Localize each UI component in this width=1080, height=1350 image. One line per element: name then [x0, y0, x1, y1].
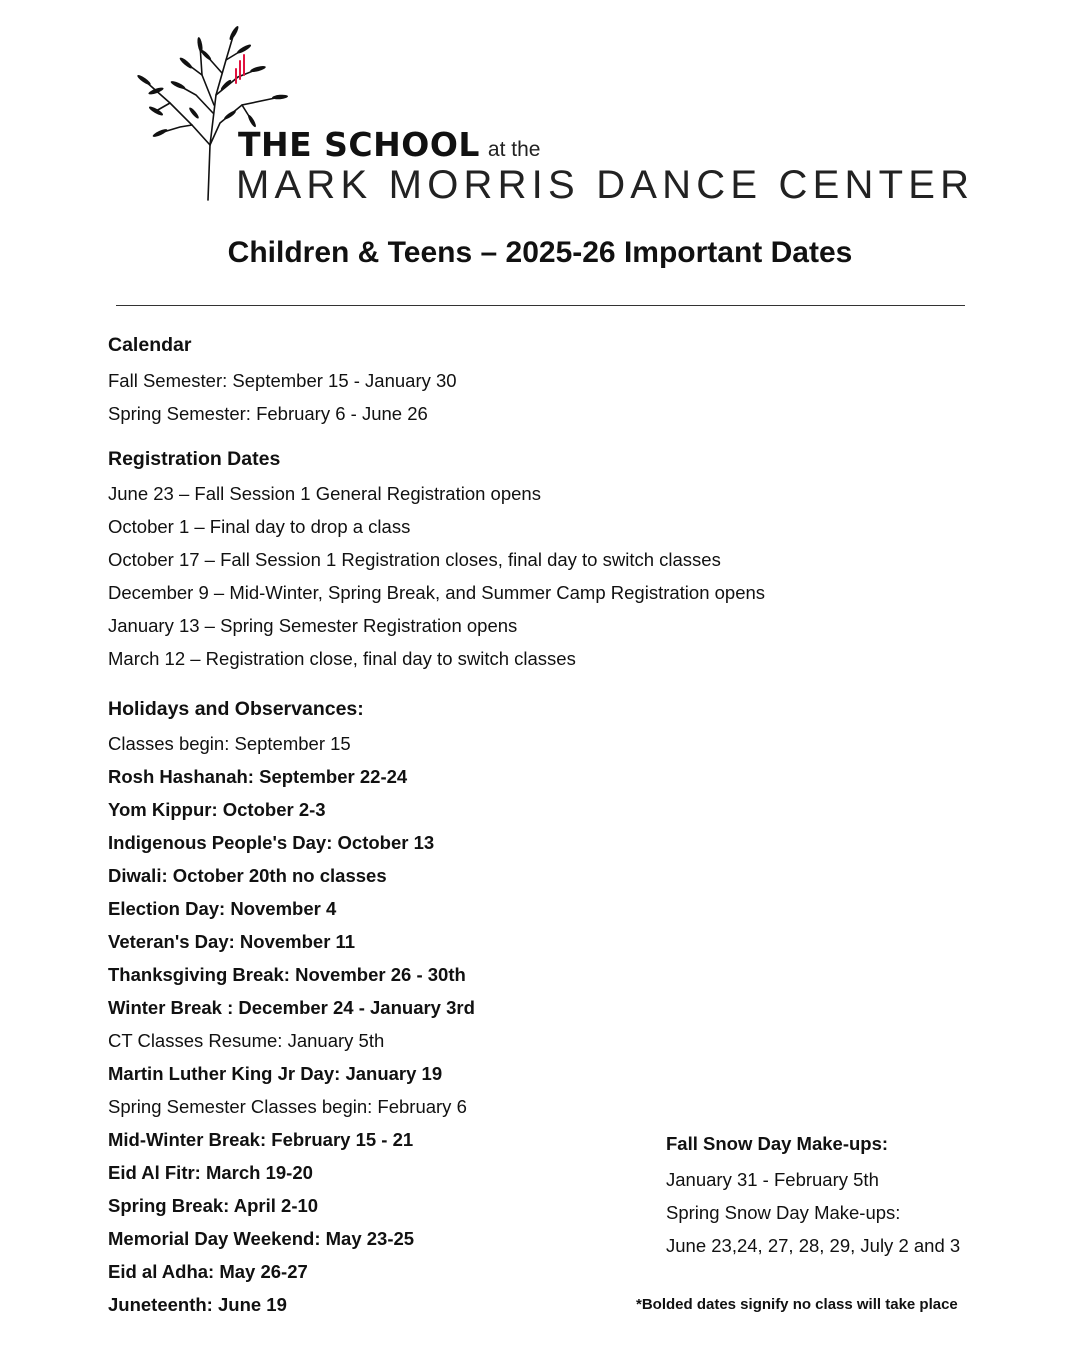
- holidays-heading: Holidays and Observances:: [108, 698, 364, 720]
- registration-item: December 9 – Mid-Winter, Spring Break, and Summer Camp Registration opens: [108, 582, 766, 603]
- spring-snow-label: Spring Snow Day Make-ups:: [666, 1202, 901, 1223]
- title-divider: [116, 305, 965, 306]
- fall-snow-dates: January 31 - February 5th: [666, 1169, 879, 1190]
- bold-footnote: *Bolded dates signify no class will take place: [636, 1296, 958, 1313]
- registration-item: June 23 – Fall Session 1 General Registration opens: [108, 483, 541, 504]
- holiday-item: Election Day: November 4: [108, 898, 337, 919]
- holiday-item: Juneteenth: June 19: [108, 1294, 287, 1315]
- holiday-item: Yom Kippur: October 2-3: [108, 799, 326, 820]
- holiday-item: Thanksgiving Break: November 26 - 30th: [108, 964, 466, 985]
- holiday-item: Martin Luther King Jr Day: January 19: [108, 1063, 443, 1084]
- holiday-item: Eid al Adha: May 26-27: [108, 1261, 308, 1282]
- holiday-item: Classes begin: September 15: [108, 733, 351, 754]
- holiday-item: Veteran's Day: November 11: [108, 931, 356, 952]
- spring-snow-dates: June 23,24, 27, 28, 29, July 2 and 3: [666, 1235, 961, 1256]
- holiday-item: Diwali: October 20th no classes: [108, 865, 387, 886]
- holiday-item: Rosh Hashanah: September 22-24: [108, 766, 408, 787]
- logo-at-the-text: at the: [487, 138, 541, 161]
- school-logo: [130, 25, 975, 207]
- logo-wordmark-top: [238, 125, 540, 164]
- registration-heading: Registration Dates: [108, 448, 281, 470]
- holiday-item: Eid Al Fitr: March 19-20: [108, 1162, 313, 1183]
- registration-item: October 17 – Fall Session 1 Registration closes, final day to switch classes: [108, 549, 721, 570]
- snow-heading: Fall Snow Day Make-ups:: [666, 1133, 889, 1154]
- holiday-item: Spring Break: April 2-10: [108, 1195, 319, 1216]
- calendar-item: Spring Semester: February 6 - June 26: [108, 403, 428, 424]
- holiday-item: Spring Semester Classes begin: February 6: [108, 1096, 467, 1117]
- calendar-item: Fall Semester: September 15 - January 30: [108, 370, 457, 391]
- holiday-item: Mid-Winter Break: February 15 - 21: [108, 1129, 414, 1150]
- page-title: Children & Teens – 2025-26 Important Dates: [227, 236, 853, 269]
- registration-item: March 12 – Registration close, final day to switch classes: [108, 648, 576, 669]
- holiday-item: Indigenous People's Day: October 13: [108, 832, 435, 853]
- logo-center-text: MARK MORRIS DANCE CENTER: [236, 163, 975, 207]
- holiday-item: Winter Break : December 24 - January 3rd: [108, 997, 475, 1018]
- logo-school-text: THE SCHOOL: [238, 125, 480, 164]
- registration-item: January 13 – Spring Semester Registration opens: [108, 615, 518, 636]
- holiday-item: Memorial Day Weekend: May 23-25: [108, 1228, 415, 1249]
- holiday-item: CT Classes Resume: January 5th: [108, 1030, 385, 1051]
- calendar-heading: Calendar: [108, 334, 192, 356]
- registration-item: October 1 – Final day to drop a class: [108, 516, 411, 537]
